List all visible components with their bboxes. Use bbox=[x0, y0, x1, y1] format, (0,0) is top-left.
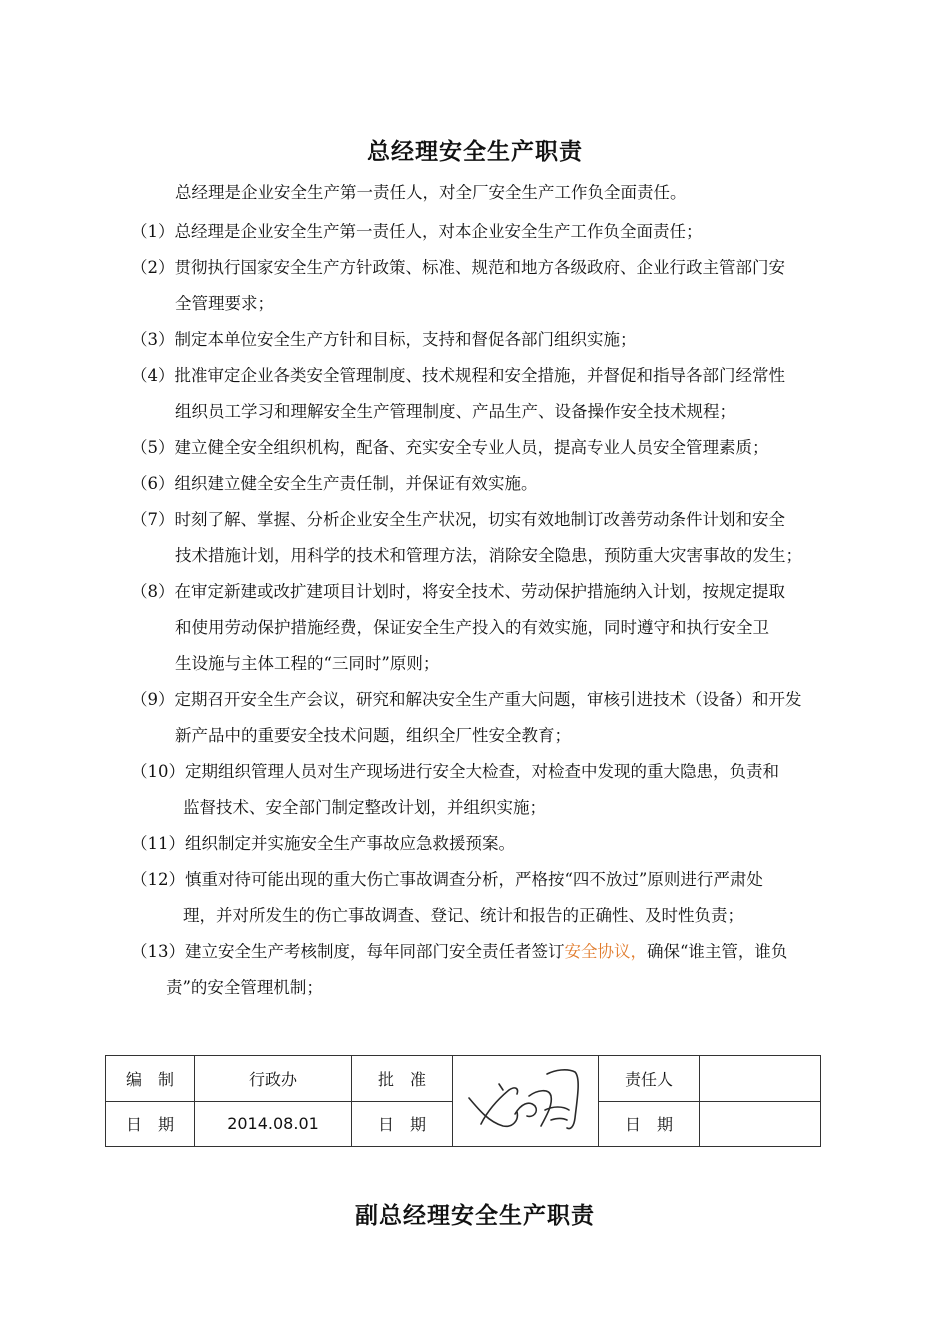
list-item-text: 确保“谁主管，谁负 bbox=[647, 942, 788, 961]
list-item-continuation: 组织员工学习和理解安全生产管理制度、产品生产、设备操作安全技术规程； bbox=[175, 402, 736, 421]
list-item-continuation: 生设施与主体工程的“三同时”原则； bbox=[175, 654, 440, 673]
list-item bbox=[131, 942, 787, 962]
list-item: （6）组织建立健全安全生产责任制，并保证有效实施。 bbox=[131, 474, 538, 493]
list-item-continuation: 技术措施计划，用科学的技术和管理方法，消除安全隐患，预防重大灾害事故的发生； bbox=[175, 546, 802, 565]
date-label: 日 期 bbox=[106, 1101, 195, 1147]
list-item: （12）慎重对待可能出现的重大伤亡事故调查分析，严格按“四不放过”原则进行严肃处 bbox=[131, 870, 763, 889]
list-item: （7）时刻了解、掌握、分析企业安全生产状况，切实有效地制订改善劳动条件计划和安全 bbox=[131, 510, 785, 529]
list-item: （9）定期召开安全生产会议，研究和解决安全生产重大问题，审核引进技术（设备）和开发 bbox=[131, 690, 802, 709]
compile-label: 编 制 bbox=[106, 1056, 195, 1102]
page-title: 总经理安全生产职责 bbox=[367, 139, 583, 165]
list-item: （3）制定本单位安全生产方针和目标，支持和督促各部门组织实施； bbox=[131, 330, 637, 349]
approve-label: 批 准 bbox=[352, 1056, 453, 1102]
list-item-continuation: 新产品中的重要安全技术问题，组织全厂性安全教育； bbox=[175, 726, 571, 745]
list-item: （5）建立健全安全组织机构，配备、充实安全专业人员，提高专业人员安全管理素质； bbox=[131, 438, 769, 457]
highlighted-link-text: 安全协议， bbox=[564, 942, 647, 961]
list-item: （2）贯彻执行国家安全生产方针政策、标准、规范和地方各级政府、企业行政主管部门安 bbox=[131, 258, 785, 277]
intro-paragraph: 总经理是企业安全生产第一责任人，对全厂安全生产工作负全面责任。 bbox=[175, 183, 687, 202]
signature-image bbox=[459, 1060, 591, 1144]
approval-table bbox=[105, 1055, 821, 1147]
list-item-continuation: 理，并对所发生的伤亡事故调查、登记、统计和报告的正确性、及时性负责； bbox=[183, 906, 744, 925]
signature-cell bbox=[453, 1056, 599, 1147]
responsible-value bbox=[700, 1056, 821, 1102]
list-item: （4）批准审定企业各类安全管理制度、技术规程和安全措施，并督促和指导各部门经常性 bbox=[131, 366, 785, 385]
date-value: 2014.08.01 bbox=[195, 1101, 352, 1147]
list-item: （10）定期组织管理人员对生产现场进行安全大检查，对检查中发现的重大隐患，负责和 bbox=[131, 762, 779, 781]
list-item-continuation: 全管理要求； bbox=[175, 294, 274, 313]
responsible-date-label: 日 期 bbox=[599, 1101, 700, 1147]
list-item-continuation: 监督技术、安全部门制定整改计划，并组织实施； bbox=[183, 798, 546, 817]
list-item: （11）组织制定并实施安全生产事故应急救援预案。 bbox=[131, 834, 515, 853]
list-item: （1）总经理是企业安全生产第一责任人，对本企业安全生产工作负全面责任； bbox=[131, 222, 703, 241]
approve-date-label: 日 期 bbox=[352, 1101, 453, 1147]
list-item-continuation: 和使用劳动保护措施经费，保证安全生产投入的有效实施，同时遵守和执行安全卫 bbox=[175, 618, 769, 637]
responsible-date-value bbox=[700, 1101, 821, 1147]
list-item: （8）在审定新建或改扩建项目计划时，将安全技术、劳动保护措施纳入计划，按规定提取 bbox=[131, 582, 785, 601]
responsible-label: 责任人 bbox=[599, 1056, 700, 1102]
list-item-continuation: 责”的安全管理机制； bbox=[166, 978, 323, 997]
next-section-title: 副总经理安全生产职责 bbox=[355, 1203, 595, 1229]
compile-value: 行政办 bbox=[195, 1056, 352, 1102]
list-item-text: （13）建立安全生产考核制度，每年同部门安全责任者签订 bbox=[131, 942, 565, 961]
